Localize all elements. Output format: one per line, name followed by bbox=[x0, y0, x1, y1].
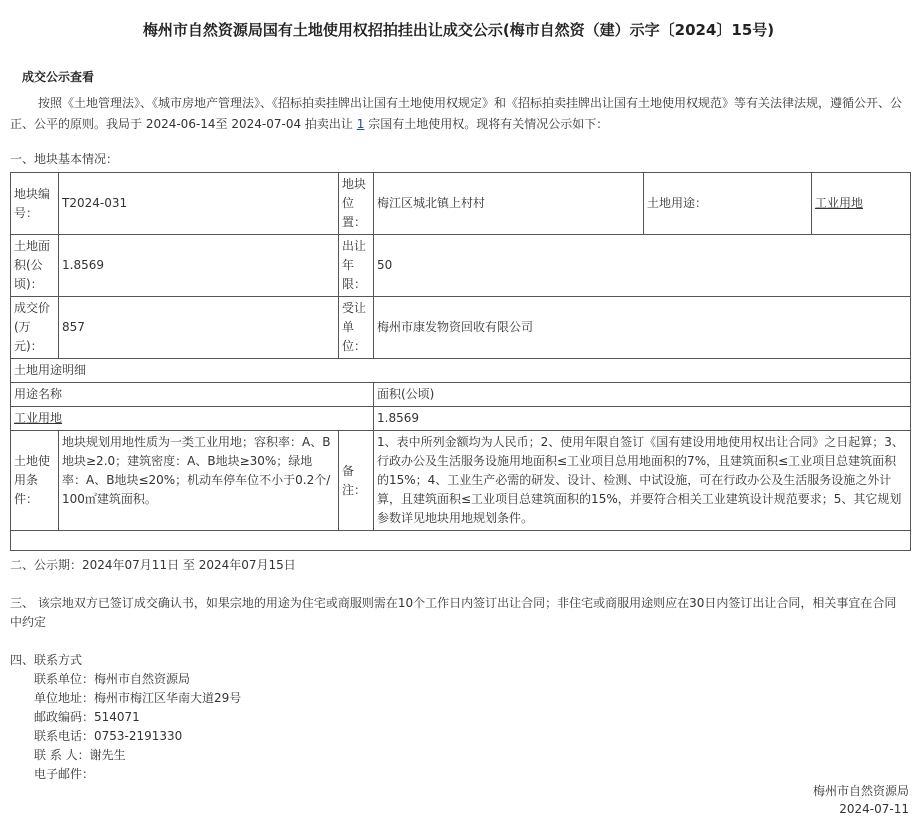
table-row bbox=[11, 297, 911, 359]
signature-org: 梅州市自然资源局 bbox=[812, 784, 909, 798]
term-value: 50 bbox=[374, 235, 911, 297]
remarks-label: 备注： bbox=[339, 431, 374, 531]
conditions-label: 土地使用条件： bbox=[11, 431, 59, 531]
table-row bbox=[11, 173, 911, 235]
section2-publicity-period: 二、公示期：2024年07月11日 至 2024年07月15日 bbox=[10, 558, 296, 572]
intro-text-before: 按照《土地管理法》、《城市房地产管理法》、《招标拍卖挂牌出让国有土地使用权规定》和《招标拍卖挂牌出让国有土地使用权规范》等有关法律法规，遵循公开、公正、公平的原则。我局于 2024-06-14至 2024-07-04 拍卖出让 bbox=[10, 96, 903, 131]
col-header-use: 用途名称 bbox=[11, 383, 374, 407]
table-row bbox=[11, 235, 911, 297]
location-value: 梅江区城北镇上村村 bbox=[374, 173, 644, 235]
use-value: 工业用地 bbox=[812, 173, 911, 235]
section1-title: 一、地块基本情况： bbox=[10, 152, 119, 166]
page-title: 梅州市自然资源局国有土地使用权招拍挂出让成交公示(梅市自然资（建）示字〔2024〕15号) bbox=[142, 21, 775, 39]
use-label: 土地用途： bbox=[644, 173, 812, 235]
contact-unit: 联系单位：梅州市自然资源局 bbox=[34, 672, 191, 686]
table-row bbox=[11, 359, 911, 383]
subheading: 成交公示查看 bbox=[22, 70, 95, 84]
detail-label: 土地用途明细 bbox=[11, 359, 911, 383]
term-label: 出让年限： bbox=[339, 235, 374, 297]
contact-phone: 联系电话：0753-2191330 bbox=[34, 729, 183, 743]
intro-paragraph bbox=[10, 93, 908, 135]
contact-block bbox=[10, 670, 241, 784]
parcel-no-label: 地块编号： bbox=[11, 173, 59, 235]
area-label: 土地面积(公顷)： bbox=[11, 235, 59, 297]
section3-contract-notice: 三、 该宗地双方已签订成交确认书，如果宗地的用途为住宅或商服则需在10个工作日内签订出让合同；非住宅或商服用途则应在30日内签订出让合同，相关事宜在合同中约定 bbox=[10, 596, 897, 629]
signature-date: 2024-07-11 bbox=[839, 802, 909, 816]
location-label: 地块位置： bbox=[339, 173, 374, 235]
contact-email: 电子邮件： bbox=[34, 767, 95, 781]
price-label: 成交价(万元)： bbox=[11, 297, 59, 359]
price-value: 857 bbox=[59, 297, 339, 359]
detail-area-value: 1.8569 bbox=[374, 407, 911, 431]
parcel-count-link[interactable]: 1 bbox=[356, 117, 365, 131]
section4-title: 四、联系方式 bbox=[10, 653, 83, 667]
table-row bbox=[11, 431, 911, 531]
parcel-no-value: T2024-031 bbox=[59, 173, 339, 235]
land-info-table bbox=[10, 172, 911, 551]
table-row bbox=[11, 407, 911, 431]
grantee-label: 受让单位： bbox=[339, 297, 374, 359]
empty-row bbox=[11, 531, 911, 551]
table-row bbox=[11, 383, 911, 407]
area-value: 1.8569 bbox=[59, 235, 339, 297]
intro-text-after: 宗国有土地使用权。现将有关情况公示如下： bbox=[364, 117, 609, 131]
conditions-value: 地块规划用地性质为一类工业用地；容积率：A、B地块≥2.0；建筑密度：A、B地块≥30%；绿地率：A、B地块≤20%；机动车停车位不小于0.2个/100㎡建筑面积。 bbox=[59, 431, 339, 531]
contact-postcode: 邮政编码：514071 bbox=[34, 710, 140, 724]
col-header-area: 面积(公顷) bbox=[374, 383, 911, 407]
grantee-value: 梅州市康发物资回收有限公司 bbox=[374, 297, 911, 359]
contact-address: 单位地址：梅州市梅江区华南大道29号 bbox=[34, 691, 242, 705]
detail-use-value: 工业用地 bbox=[11, 407, 374, 431]
remarks-value: 1、表中所列金额均为人民币；2、使用年限自签订《国有建设用地使用权出让合同》之日起算；3、行政办公及生活服务设施用地面积≤工业项目总用地面积的7%，且建筑面积≤工业项目总建筑面积的15%；4、工业生产必需的研发、设计、检测、中试设施，可在行政办公及生活服务设施之外计算，且建筑面积≤工业项目总建筑面积的15%，并要符合相关工业建筑设计规范要求；5、其它规划参数详见地块用地规划条件。 bbox=[374, 431, 911, 531]
contact-person: 联 系 人：谢先生 bbox=[34, 748, 126, 762]
table-row bbox=[11, 531, 911, 551]
